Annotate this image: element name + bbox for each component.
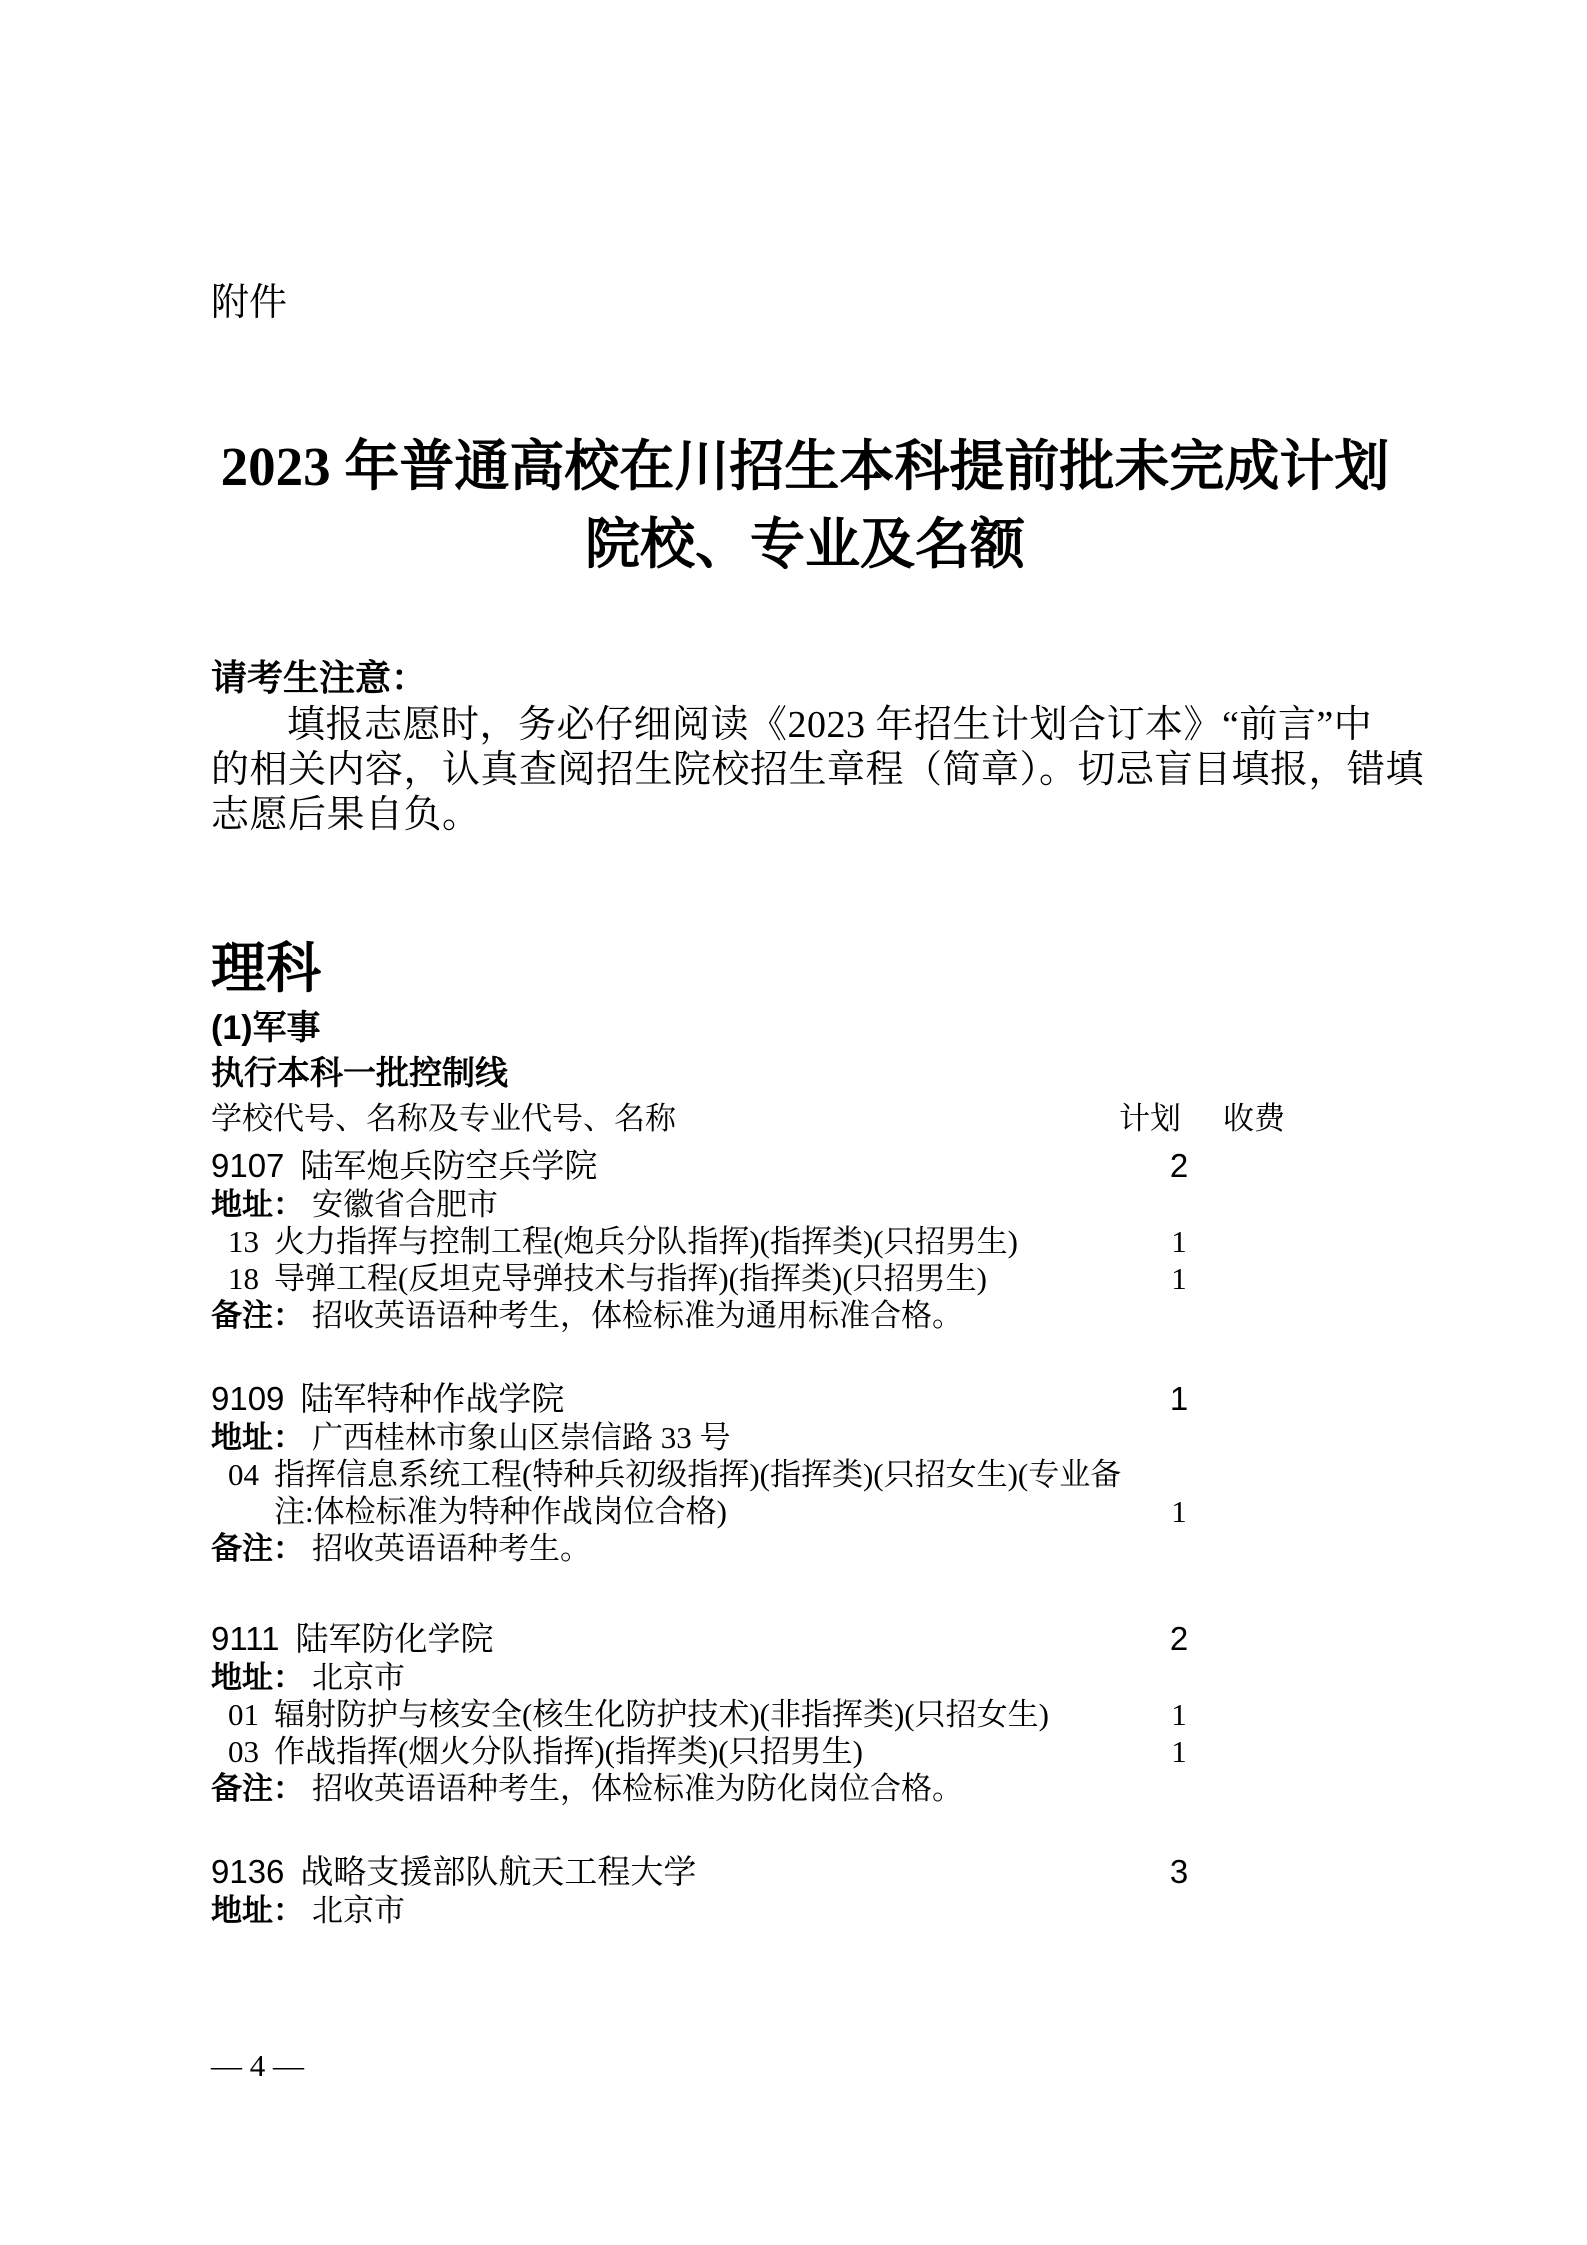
note-text: 招收英语语种考生，体检标准为防化岗位合格。 xyxy=(312,1771,963,1806)
school-code: 9136 xyxy=(211,1853,285,1890)
notice-line: 的相关内容，认真查阅招生院校招生章程（简章）。切忌盲目填报，错填 xyxy=(211,749,1425,791)
address-label: 地址： xyxy=(211,1187,304,1222)
school-code: 9111 xyxy=(211,1620,280,1657)
major-row xyxy=(211,1223,1441,1260)
major-line: 作战指挥(烟火分队指挥)(指挥类)(只招男生) xyxy=(274,1734,863,1769)
school-row xyxy=(211,1379,1441,1419)
note-text: 招收英语语种考生。 xyxy=(312,1531,591,1566)
notice-line: 志愿后果自负。 xyxy=(211,794,481,836)
major-row xyxy=(211,1456,1441,1530)
major-plan: 1 xyxy=(1171,1734,1187,1769)
address-row xyxy=(211,1659,1441,1696)
school-plan: 2 xyxy=(1169,1147,1189,1184)
title-line-2: 院校、专业及名额 xyxy=(584,514,1025,575)
control-line-heading: 执行本科一批控制线 xyxy=(211,1054,508,1091)
school-block xyxy=(211,1146,1441,1334)
document-title xyxy=(165,428,1445,584)
address-label: 地址： xyxy=(211,1893,304,1928)
school-name: 陆军炮兵防空兵学院 xyxy=(300,1147,598,1184)
attachment-label: 附件 xyxy=(211,282,288,324)
major-line: 注:体检标准为特种作战岗位合格) xyxy=(274,1494,727,1529)
major-code: 13 xyxy=(228,1224,259,1259)
major-plan: 1 xyxy=(1171,1224,1187,1259)
major-line: 指挥信息系统工程(特种兵初级指挥)(指挥类)(只招女生)(专业备 xyxy=(274,1457,1122,1492)
address-row xyxy=(211,1186,1441,1223)
major-row xyxy=(211,1733,1441,1770)
col-fee-header: 收费 xyxy=(1223,1101,1285,1136)
school-block xyxy=(211,1619,1441,1807)
school-block xyxy=(211,1852,1441,1929)
address-value: 北京市 xyxy=(312,1893,405,1928)
school-name: 战略支援部队航天工程大学 xyxy=(300,1853,697,1890)
address-value: 安徽省合肥市 xyxy=(312,1187,498,1222)
notice-paragraph xyxy=(211,703,1461,838)
notice-line: 填报志愿时，务必仔细阅读《2023 年招生计划合订本》“前言”中 xyxy=(287,704,1373,746)
major-text xyxy=(274,1733,863,1770)
major-code: 03 xyxy=(228,1734,259,1769)
school-plan: 2 xyxy=(1169,1620,1189,1657)
page-number: — 4 — xyxy=(211,2048,304,2083)
major-line: 导弹工程(反坦克导弹技术与指挥)(指挥类)(只招男生) xyxy=(274,1261,987,1296)
major-text xyxy=(274,1223,1018,1260)
address-label: 地址： xyxy=(211,1660,304,1695)
note-row xyxy=(211,1770,1441,1807)
major-text xyxy=(274,1456,1121,1530)
major-plan: 1 xyxy=(1171,1261,1187,1296)
title-line-1: 2023 年普通高校在川招生本科提前批未完成计划 xyxy=(220,436,1390,497)
address-value: 广西桂林市象山区崇信路 33 号 xyxy=(312,1420,731,1455)
category-heading: (1)军事 xyxy=(211,1009,321,1047)
major-code: 04 xyxy=(228,1457,259,1492)
note-label: 备注： xyxy=(211,1298,304,1333)
major-text xyxy=(274,1696,1049,1733)
major-plan: 1 xyxy=(1171,1494,1187,1529)
table-header-row xyxy=(211,1099,1441,1139)
school-plan: 1 xyxy=(1169,1380,1189,1417)
note-label: 备注： xyxy=(211,1771,304,1806)
note-row xyxy=(211,1297,1441,1334)
major-code: 18 xyxy=(228,1261,259,1296)
major-text xyxy=(274,1260,987,1297)
school-name: 陆军防化学院 xyxy=(295,1620,494,1657)
notice-heading: 请考生注意： xyxy=(211,658,428,698)
subject-heading: 理科 xyxy=(211,937,322,999)
col-plan-header: 计划 xyxy=(1119,1101,1181,1136)
school-row xyxy=(211,1146,1441,1186)
address-row xyxy=(211,1419,1441,1456)
school-code: 9107 xyxy=(211,1147,285,1184)
col-school-header: 学校代号、名称及专业代号、名称 xyxy=(211,1101,676,1136)
note-label: 备注： xyxy=(211,1531,304,1566)
school-block xyxy=(211,1379,1441,1567)
note-row xyxy=(211,1530,1441,1567)
major-line: 火力指挥与控制工程(炮兵分队指挥)(指挥类)(只招男生) xyxy=(274,1224,1018,1259)
address-value: 北京市 xyxy=(312,1660,405,1695)
school-row xyxy=(211,1619,1441,1659)
school-name: 陆军特种作战学院 xyxy=(300,1380,565,1417)
address-label: 地址： xyxy=(211,1420,304,1455)
school-code: 9109 xyxy=(211,1380,285,1417)
major-code: 01 xyxy=(228,1697,259,1732)
major-row xyxy=(211,1260,1441,1297)
school-plan: 3 xyxy=(1169,1853,1189,1890)
major-row xyxy=(211,1696,1441,1733)
school-row xyxy=(211,1852,1441,1892)
major-plan: 1 xyxy=(1171,1697,1187,1732)
note-text: 招收英语语种考生，体检标准为通用标准合格。 xyxy=(312,1298,963,1333)
major-line: 辐射防护与核安全(核生化防护技术)(非指挥类)(只招女生) xyxy=(274,1697,1049,1732)
address-row xyxy=(211,1892,1441,1929)
